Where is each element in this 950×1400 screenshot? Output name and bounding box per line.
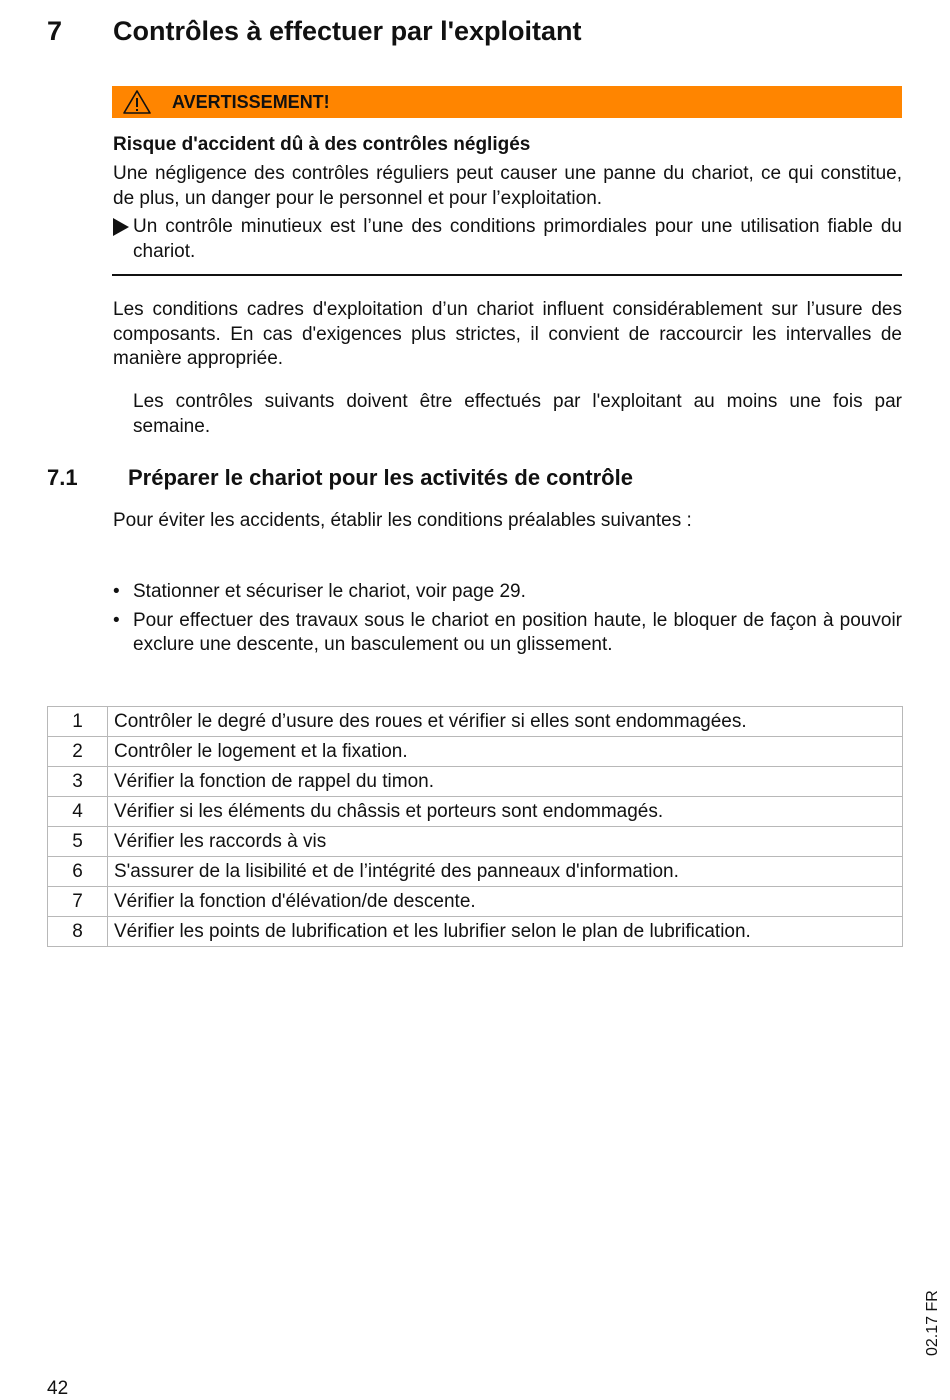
section-number: 7.1 (47, 465, 78, 490)
list-item (113, 580, 902, 605)
row-text: Contrôler le logement et la fixation. (108, 737, 903, 767)
warning-label: AVERTISSEMENT! (172, 91, 330, 112)
warning-title: Risque d'accident dû à des contrôles négligés (113, 134, 531, 155)
chapter-number: 7 (47, 16, 63, 46)
row-text: Vérifier les raccords à vis (108, 827, 903, 857)
row-number: 2 (48, 737, 108, 767)
table-row (48, 827, 903, 857)
table-row (48, 737, 903, 767)
row-number: 3 (48, 767, 108, 797)
table-row (48, 887, 903, 917)
row-text: Vérifier la fonction de rappel du timon. (108, 767, 903, 797)
row-text: Vérifier les points de lubrification et les lubrifier selon le plan de lubrification. (108, 917, 903, 947)
section-intro: Pour éviter les accidents, établir les conditions préalables suivantes : (113, 510, 692, 531)
row-text: Vérifier si les éléments du châssis et porteurs sont endommagés. (108, 797, 903, 827)
bullet-icon: • (113, 609, 120, 631)
table-row (48, 797, 903, 827)
warning-action (113, 215, 902, 264)
row-text: Contrôler le degré d’usure des roues et vérifier si elles sont endommagées. (108, 707, 903, 737)
warning-divider (112, 274, 902, 276)
warning-text: Une négligence des contrôles réguliers peut causer une panne du chariot, ce qui constitue, de plus, un danger pour le personnel et pour l’exploitation. (113, 163, 902, 209)
list-item-text: Pour effectuer des travaux sous le chariot en position haute, le bloquer de façon à pouvoir exclure une descente, un basculement ou un glissement. (133, 609, 902, 655)
intro-paragraph: Les conditions cadres d'exploitation d’un chariot influent considérablement sur l’usure des composants. En cas d'exigences plus strictes, il convient de raccourcir les intervalles de manière appropriée. (113, 299, 902, 369)
prerequisite-list (113, 580, 902, 662)
row-text: Vérifier la fonction d'élévation/de descente. (108, 887, 903, 917)
table-row (48, 767, 903, 797)
list-item (113, 609, 902, 658)
row-number: 7 (48, 887, 108, 917)
warning-triangle-icon (122, 88, 154, 116)
page-number: 42 (47, 1378, 69, 1399)
row-text: S'assurer de la lisibilité et de l’intégrité des panneaux d'information. (108, 857, 903, 887)
list-item-text: Stationner et sécuriser le chariot, voir page 29. (133, 581, 526, 602)
intro-weekly-note: Les contrôles suivants doivent être effectués par l'exploitant au moins une fois par semaine. (133, 391, 902, 437)
table-row (48, 857, 903, 887)
row-number: 1 (48, 707, 108, 737)
row-number: 6 (48, 857, 108, 887)
row-number: 8 (48, 917, 108, 947)
table-row (48, 917, 903, 947)
action-arrow-icon (113, 218, 129, 236)
bullet-icon: • (113, 581, 120, 602)
warning-action-text: Un contrôle minutieux est l’une des conditions primordiales pour une utilisation fiable du chariot. (133, 216, 902, 262)
section-title: Préparer le chariot pour les activités de contrôle (128, 465, 633, 490)
warning-banner (112, 86, 902, 118)
row-number: 5 (48, 827, 108, 857)
chapter-title: Contrôles à effectuer par l'exploitant (113, 16, 582, 46)
checks-table (47, 706, 903, 947)
document-code: 02.17 FR (924, 1290, 941, 1356)
table-row (48, 707, 903, 737)
row-number: 4 (48, 797, 108, 827)
